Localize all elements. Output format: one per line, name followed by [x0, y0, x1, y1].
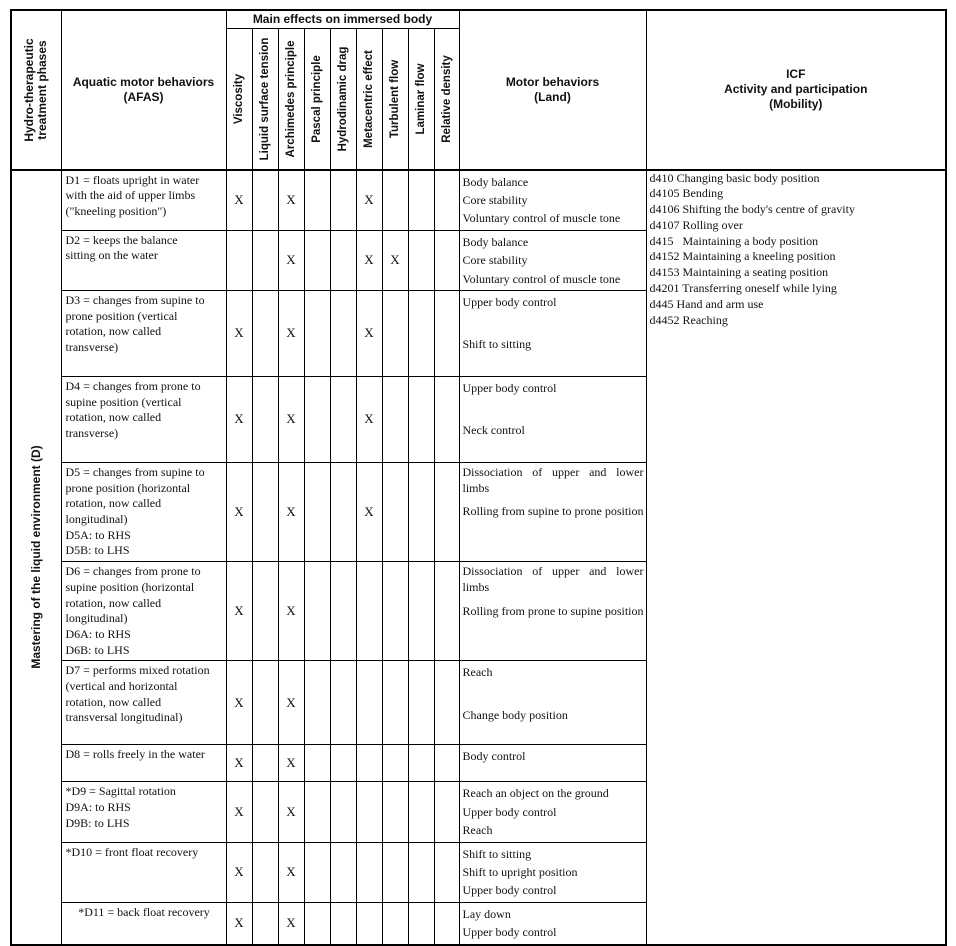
effect-mark [408, 782, 434, 842]
effect-mark [330, 902, 356, 944]
effect-mark [382, 290, 408, 376]
effect-mark [252, 661, 278, 745]
behavior-line: *D10 = front float recovery [65, 844, 199, 859]
effect-mark: X [226, 562, 252, 661]
land-behavior-line: Upper body control [462, 380, 557, 395]
phases-header [11, 10, 61, 170]
behavior-line: ("kneeling position") [65, 203, 167, 218]
behavior-line: longitudinal) [65, 512, 128, 527]
effect-mark [356, 562, 382, 661]
icf-header-sub2: (Mobility) [769, 97, 823, 112]
land-behavior-line: Core stability [462, 253, 528, 268]
effect-mark [304, 376, 330, 462]
effect-mark: X [382, 230, 408, 290]
effect-mark [356, 745, 382, 782]
land-behavior-cell [459, 170, 646, 231]
behavior-line: D5A: to RHS [65, 527, 131, 542]
behavior-line: rotation, now called [65, 410, 162, 425]
effect-mark: X [226, 902, 252, 944]
aquatic-header-title: Aquatic motor behaviors [72, 74, 215, 89]
effect-mark: X [226, 462, 252, 561]
behavior-line: rotation, now called [65, 694, 162, 709]
behavior-line: *D9 = Sagittal rotation [65, 784, 176, 799]
land-behavior-line [463, 397, 644, 421]
land-behavior-cell [459, 376, 646, 462]
effect-mark [330, 462, 356, 561]
behavior-cell [61, 462, 226, 561]
effect-mark [434, 230, 459, 290]
effect-header-text: Hydrodinamic drag [337, 46, 349, 151]
effect-mark: X [226, 782, 252, 842]
phases-header-text: Hydro-therapeutic treatment phases [22, 38, 50, 142]
effect-mark [434, 782, 459, 842]
aquatic-header-sub: (AFAS) [123, 89, 164, 104]
effect-mark: X [278, 170, 304, 231]
effect-mark: X [278, 661, 304, 745]
land-behavior-line: Body balance [462, 234, 529, 249]
behavior-line: D2 = keeps the balance [65, 232, 178, 247]
effect-mark: X [356, 170, 382, 231]
phase-cell [11, 170, 61, 945]
effect-mark [408, 902, 434, 944]
behavior-cell [61, 290, 226, 376]
behavior-line: rotation, now called [65, 324, 162, 339]
effect-mark [408, 170, 434, 231]
effect-mark [252, 782, 278, 842]
behavior-cell [61, 661, 226, 745]
land-behavior-cell [459, 562, 646, 661]
effect-mark [252, 842, 278, 902]
aquatic-header [61, 10, 226, 170]
icf-cell [646, 170, 946, 945]
land-behavior-line: Dissociation of upper and lower limbs [462, 464, 644, 495]
effect-mark [304, 290, 330, 376]
land-header-title: Motor behaviors [505, 74, 600, 89]
effect-mark [408, 376, 434, 462]
behavior-cell [61, 782, 226, 842]
behavior-line: transversal longitudinal) [65, 710, 183, 725]
land-behavior-cell [459, 462, 646, 561]
icf-header-sub: Activity and participation [724, 82, 868, 97]
effect-header [252, 28, 278, 170]
effect-mark: X [278, 842, 304, 902]
behavior-cell [61, 842, 226, 902]
icf-item: d415 Maintaining a body position [649, 233, 819, 248]
land-behavior-line: Upper body control [462, 883, 557, 898]
land-behavior-line: Voluntary control of muscle tone [462, 271, 621, 286]
behavior-line: *D11 = back float recovery [78, 904, 210, 919]
effect-mark [304, 661, 330, 745]
effect-mark [434, 661, 459, 745]
icf-item: d4201 Transferring oneself while lying [649, 281, 837, 296]
effect-header-text: Pascal principle [311, 54, 323, 143]
land-behavior-line: Upper body control [462, 294, 557, 309]
effect-mark [330, 745, 356, 782]
effect-mark [330, 376, 356, 462]
land-behavior-line: Shift to upright position [462, 865, 578, 879]
behavior-line: D5 = changes from supine to [65, 464, 205, 479]
behavior-line: rotation, now called [65, 595, 162, 610]
land-behavior-line [463, 311, 644, 335]
land-behavior-cell [459, 842, 646, 902]
effect-mark [330, 782, 356, 842]
effect-mark [304, 745, 330, 782]
effect-mark [434, 902, 459, 944]
behavior-cell [61, 376, 226, 462]
effect-mark [382, 782, 408, 842]
effect-mark [434, 376, 459, 462]
effect-mark [408, 661, 434, 745]
effect-mark [304, 562, 330, 661]
behavior-cell [61, 170, 226, 231]
effect-mark [434, 562, 459, 661]
effect-mark [408, 230, 434, 290]
effect-mark: X [356, 230, 382, 290]
effect-header [382, 28, 408, 170]
behavior-cell [61, 230, 226, 290]
effect-mark [382, 170, 408, 231]
land-behavior-cell [459, 782, 646, 842]
behavior-line: D8 = rolls freely in the water [65, 747, 205, 762]
effect-mark [252, 562, 278, 661]
effect-mark [252, 376, 278, 462]
behavior-line: D9B: to LHS [65, 815, 130, 830]
land-behavior-line: Dissociation of upper and lower limbs [462, 564, 644, 594]
behavior-line: D6 = changes from prone to [65, 564, 201, 579]
effect-header-text: Liquid surface tension [259, 37, 271, 160]
effect-mark [356, 842, 382, 902]
effect-mark [304, 782, 330, 842]
effect-header [408, 28, 434, 170]
land-behavior-cell [459, 290, 646, 376]
effect-mark [226, 230, 252, 290]
effect-mark [434, 745, 459, 782]
behavior-line: D1 = floats upright in water [65, 172, 200, 187]
land-behavior-cell [459, 902, 646, 944]
effect-mark: X [278, 562, 304, 661]
effect-mark: X [226, 376, 252, 462]
behavior-cell [61, 562, 226, 661]
behavior-cell [61, 902, 226, 944]
effect-header-text: Turbulent flow [389, 59, 401, 138]
land-behavior-line: Rolling from supine to prone position [462, 504, 644, 519]
behavior-line: D4 = changes from prone to [65, 378, 201, 393]
effect-mark: X [356, 376, 382, 462]
icf-item: d4107 Rolling over [649, 217, 743, 232]
land-behavior-cell [459, 230, 646, 290]
effect-header-text: Viscosity [233, 73, 245, 124]
land-behavior-line: Change body position [462, 707, 568, 722]
behavior-line: D9A: to RHS [65, 800, 131, 815]
effect-mark [304, 842, 330, 902]
effect-header [356, 28, 382, 170]
behavior-line: prone position (vertical [65, 308, 178, 323]
behavior-line [66, 876, 223, 892]
effect-mark: X [278, 462, 304, 561]
icf-item: d445 Hand and arm use [649, 296, 764, 311]
phase-label: Mastering of the liquid environment (D) [29, 445, 44, 669]
land-behavior-line [463, 496, 644, 504]
table-row [11, 170, 946, 231]
behavior-line: with the aid of upper limbs [65, 188, 196, 203]
effect-mark [252, 462, 278, 561]
land-behavior-cell [459, 661, 646, 745]
effect-mark [330, 842, 356, 902]
effect-mark: X [278, 782, 304, 842]
behavior-line: supine position (horizontal [65, 579, 195, 594]
icf-header-title: ICF [786, 67, 806, 82]
effect-mark [356, 661, 382, 745]
behavior-cell [61, 745, 226, 782]
effect-mark [434, 290, 459, 376]
behavior-line: longitudinal) [65, 611, 128, 626]
effect-mark: X [226, 842, 252, 902]
effect-mark [252, 745, 278, 782]
land-behavior-line: Upper body control [462, 925, 557, 940]
effect-mark [408, 290, 434, 376]
effect-mark: X [278, 745, 304, 782]
effect-mark [330, 562, 356, 661]
land-behavior-line: Reach [462, 665, 493, 680]
effect-mark [434, 462, 459, 561]
effect-mark [304, 462, 330, 561]
land-behavior-cell [459, 745, 646, 782]
land-behavior-line: Shift to sitting [462, 846, 532, 861]
land-behavior-line [463, 682, 644, 706]
behavior-line: transverse) [65, 340, 119, 355]
effect-mark [356, 902, 382, 944]
land-behavior-line: Body balance [462, 174, 529, 189]
icf-item: d4152 Maintaining a kneeling position [649, 249, 836, 264]
effect-header-text: Metacentric effect [363, 49, 375, 148]
effect-header [278, 28, 304, 170]
land-behavior-line [463, 596, 644, 604]
effect-mark [356, 782, 382, 842]
behavior-line: (vertical and horizontal [65, 679, 178, 694]
effect-mark [408, 842, 434, 902]
land-behavior-line: Neck control [462, 423, 525, 438]
land-behavior-line: Upper body control [462, 804, 557, 819]
effect-mark [304, 230, 330, 290]
effect-mark: X [226, 290, 252, 376]
behavior-line: rotation, now called [65, 496, 162, 511]
effect-mark [434, 170, 459, 231]
effect-mark: X [278, 376, 304, 462]
effect-mark: X [226, 745, 252, 782]
land-behavior-line: Body control [462, 749, 526, 764]
effect-mark [304, 902, 330, 944]
effect-mark [304, 170, 330, 231]
effect-header [304, 28, 330, 170]
main-effects-header: Main effects on immersed body [226, 10, 459, 28]
effect-mark [382, 842, 408, 902]
land-behavior-line: Voluntary control of muscle tone [462, 211, 621, 226]
behavior-line: supine position (vertical [65, 394, 182, 409]
effect-mark [382, 661, 408, 745]
land-behavior-line: Core stability [462, 192, 528, 207]
effect-mark [408, 462, 434, 561]
effect-header-text: Relative density [440, 54, 453, 143]
behavior-line: D6A: to RHS [65, 626, 131, 641]
effect-mark [330, 170, 356, 231]
effect-mark [382, 745, 408, 782]
effect-mark: X [278, 290, 304, 376]
effect-mark: X [226, 170, 252, 231]
effect-header [330, 28, 356, 170]
effect-header-text: Archimedes principle [285, 40, 297, 157]
effect-mark [252, 230, 278, 290]
behavior-line: D3 = changes from supine to [65, 292, 205, 307]
effect-header [434, 28, 459, 170]
behavior-line: sitting on the water [65, 248, 158, 263]
behavior-line [66, 860, 223, 876]
effect-header [226, 28, 252, 170]
effect-mark [382, 376, 408, 462]
land-behavior-line: Shift to sitting [462, 337, 532, 352]
behavior-line: D6B: to LHS [65, 642, 130, 657]
behavior-line: transverse) [65, 426, 119, 441]
icf-header [646, 10, 946, 170]
afas-icf-table [10, 9, 947, 946]
behavior-line: D7 = performs mixed rotation [65, 663, 210, 678]
land-behavior-line: Reach an object on the ground [462, 786, 609, 801]
land-behavior-line: Reach [462, 823, 493, 838]
behavior-line: D5B: to LHS [65, 543, 130, 558]
effect-mark [382, 462, 408, 561]
effect-mark [252, 170, 278, 231]
effect-mark: X [278, 902, 304, 944]
land-header-sub: (Land) [534, 89, 571, 104]
effect-mark [382, 902, 408, 944]
icf-item: d4452 Reaching [649, 312, 728, 327]
effect-mark [408, 745, 434, 782]
effect-mark [434, 842, 459, 902]
effect-mark [330, 290, 356, 376]
effect-mark: X [226, 661, 252, 745]
land-behavior-line: Rolling from prone to supine position [462, 603, 644, 618]
effect-mark: X [278, 230, 304, 290]
effect-mark [330, 230, 356, 290]
land-header [459, 10, 646, 170]
effect-mark: X [356, 290, 382, 376]
effect-mark [330, 661, 356, 745]
icf-item: d4153 Maintaining a seating position [649, 265, 829, 280]
land-behavior-line: Lay down [462, 906, 511, 921]
effect-mark [252, 902, 278, 944]
effect-mark [408, 562, 434, 661]
icf-item: d4106 Shifting the body's centre of gravity [649, 202, 855, 217]
icf-item: d410 Changing basic body position [649, 170, 820, 185]
effect-mark [382, 562, 408, 661]
icf-item: d4105 Bending [649, 186, 724, 201]
effect-header-text: Laminar flow [415, 63, 427, 134]
effect-mark [252, 290, 278, 376]
effect-mark: X [356, 462, 382, 561]
behavior-line: prone position (horizontal [65, 480, 191, 495]
